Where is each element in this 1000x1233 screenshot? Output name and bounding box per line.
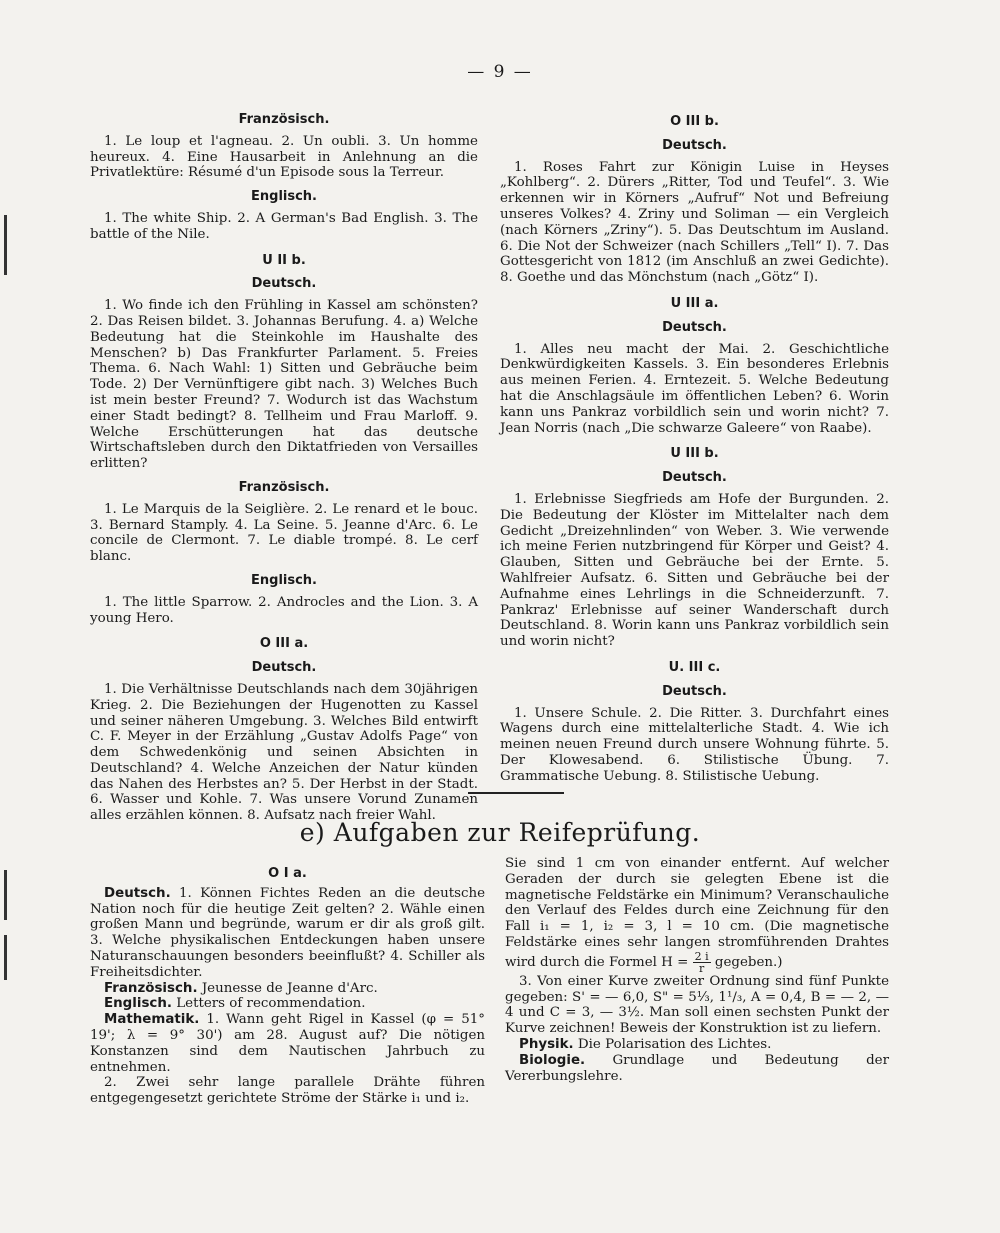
subject-text: 1. Wann geht Rigel in Kassel (φ = 51° 19'; λ = 9° 30') am 28. August auf? Die nötigen Konstanzen sind dem Nautischen Jahrbuch zu entnehmen. [90,1012,485,1075]
paragraph: 1. The white Ship. 2. A German's Bad English. 3. The battle of the Nile. [90,210,478,242]
subject-heading: Französisch. [238,112,330,127]
paragraph: 1. Unsere Schule. 2. Die Ritter. 3. Durchfahrt eines Wagens durch eine mittelalterliche Stadt. 4. Wie ich meinen neuen Freund durch unsere Wohnung führte. 5. Der Klowesabend. 6. Stilistische Übung. 7. Grammatische Uebung. 8. Stilistische Uebung. [500,705,889,784]
section-divider [468,792,564,794]
paragraph: 1. Die Verhältnisse Deutschlands nach dem 30jährigen Krieg. 2. Die Beziehungen der Hugenotten zu Kassel und seiner näheren Umgebung. 3. Welches Bild entwirft C. F. Meyer in der Erzählung „Gustav Adolfs Page“ von dem Schwedenkönig und seinen Absichten in Deutschland? 4. Welche Anzeichen der Natur künden das Nahen des Herbstes an? 5. Der Herbst in der Stadt. 6. Wasser und Kohle. 7. Was unsere Vorund Zunamen alles erzählen können. 8. Aufsatz nach freier Wahl. [90,681,478,824]
paragraph [90,1012,485,1075]
subject-heading: Französisch. [238,479,330,495]
paragraph: 1. Wo finde ich den Frühling in Kassel am schönsten? 2. Das Reisen bildet. 3. Johannas Berufung. 4. a) Welche Bedeutung hat die Steinkohle im Haushalte des Menschen? b) Das Frankfurter Parlament. 5. Freies Thema. 6. Nach Wahl: 1) Sitten und Gebräuche beim Tode. 2) Der Vernünftigere gibt nach. 3) Welches Buch ist mein bester Freund? 7. Wodurch ist das Wachstum einer Stadt bedingt? 8. Tellheim und Frau Marloff. 9. Welche Erschütterungen hat das deutsche Wirtschaftsleben durch den Diktatfrieden von Versailles erlitten? [90,298,478,472]
paragraph-text: gegeben.) [714,954,783,970]
paragraph [90,886,485,981]
section-title: e) Aufgaben zur Reifeprüfung. [299,818,701,847]
subject-text: Grundlage und Bedeutung der Vererbungslehre. [505,1052,889,1084]
left-top-column [90,104,478,824]
paragraph [505,856,889,974]
subject-heading: Deutsch. [662,137,727,153]
page-number: — 9 — [467,62,533,82]
subject-text: Die Polarisation des Lichtes. [577,1036,772,1052]
class-heading: U. III c. [668,659,721,675]
subject-label: Physik. [519,1036,574,1052]
class-heading: U III a. [670,295,719,311]
subject-heading: Deutsch. [251,660,317,676]
subject-heading: Deutsch. [662,470,727,486]
right-bottom-column [505,856,889,1084]
subject-text: Jeunesse de Jeanne d'Arc. [201,980,378,996]
subject-heading: Deutsch. [251,276,317,292]
subject-label: Französisch. [104,980,198,996]
subject-label: Biologie. [519,1052,586,1068]
paragraph: 1. Erlebnisse Siegfrieds am Hofe der Burgunden. 2. Die Bedeutung der Klöster im Mittelalter nach dem Gedicht „Dreizehnlinden“ von Weber. 3. Wie verwende ich meine Ferien nutzbringend für Körper und Geist? 4. Glauben, Sitten und Gebräuche bei der Ernte. 5. Wahlfreier Aufsatz. 6. Sitten und Gebräuche bei der Aufnahme eines Lehrlings in die Schneiderzunft. 7. Pankraz' Erlebnisse auf seiner Wanderschaft durch Deutschland. 8. Worin kann uns Pankraz vorbildlich sein und worin nicht? [500,491,889,650]
class-heading: U III b. [670,446,719,462]
paragraph [505,1053,889,1085]
paragraph: 1. Le loup et l'agneau. 2. Un oubli. 3. Un homme heureux. 4. Eine Hausarbeit in Anlehnung an die Privatlektüre: Résumé d'un Episode sous la Terreur. [90,133,478,181]
subject-heading: Deutsch. [662,683,727,699]
left-bottom-column [90,856,485,1107]
class-heading: O III b. [670,114,719,129]
paragraph: 1. Roses Fahrt zur Königin Luise in Heyses „Kohlberg“. 2. Dürers „Ritter, Tod und Teufel“. 3. Wie erkennen wir in Körners „Aufruf“ Not und Befreiung unseres Volkes? 4. Zriny und Soliman — ein Vergleich (nach Körners „Zriny“). 5. Das Deutschtum im Ausland. 6. Die Not der Schweizer (nach Schillers „Tell“ I). 7. Das Gottesgericht von 1812 (im Anschluß an zwei Gedichte). 8. Goethe und das Mönchstum (nach „Götz“ I). [500,159,889,286]
subject-label: Deutsch. [104,885,171,901]
class-heading: O I a. [268,866,307,881]
paragraph: 1. Alles neu macht der Mai. 2. Geschichtliche Denkwürdigkeiten Kassels. 3. Ein besonderes Erlebnis aus meinen Ferien. 4. Erntezeit. 5. Welche Bedeutung hat die Anschlagsäule im öffentlichen Leben? 6. Worin kann uns Pankraz vorbildlich sein und worin nicht? 7. Jean Norris (nach „Die schwarze Galeere“ von Raabe). [500,341,889,436]
class-heading: O III a. [259,636,309,652]
fraction-numerator: 2 i [694,949,709,963]
subject-text: Letters of recommendation. [176,996,366,1012]
class-heading: U II b. [262,252,306,268]
right-top-column [500,104,889,784]
subject-label: Mathematik. [104,1012,200,1028]
margin-mark [4,215,7,275]
paragraph [90,981,485,997]
paragraph: 3. Von einer Kurve zweiter Ordnung sind fünf Punkte gegeben: S' = — 6,0, S" = 5⅓, 1¹/₃, A = 0,4, B = — 2, — 4 und C = 3, — 3½. Man soll einen sechsten Punkt der Kurve zeichnen! Beweis der Konstruktion ist zu liefern. [505,973,889,1037]
subject-heading: Englisch. [251,572,317,588]
subject-heading: Englisch. [251,189,317,205]
formula-fraction [693,951,711,974]
paragraph: 2. Zwei sehr lange parallele Drähte führen entgegengesetzt gerichtete Ströme der Stärke i₁ und i₂. [90,1075,485,1107]
margin-mark [4,935,7,980]
margin-mark [4,870,7,920]
paragraph [90,996,485,1012]
paragraph-text: Sie sind 1 cm von einander entfernt. Auf welcher Geraden der durch sie gelegten Ebene ist die magnetische Feldstärke ein Minimum? Veranschauliche den Verlauf des Feldes durch eine Zeichnung für den Fall i₁ = 1, i₂ = 3, l = 10 cm. (Die magnetische Feldstärke eines sehr langen stromführenden Drahtes wird durch die Formel H = [505,856,889,970]
paragraph: 1. The little Sparrow. 2. Androcles and the Lion. 3. A young Hero. [90,594,478,626]
paragraph [505,1037,889,1053]
paragraph: 1. Le Marquis de la Seiglière. 2. Le renard et le bouc. 3. Bernard Stamply. 4. La Seine. 5. Jeanne d'Arc. 6. Le concile de Clermont. 7. Le diable trompé. 8. Le cerf blanc. [90,501,478,565]
subject-text: 1. Können Fichtes Reden an die deutsche Nation noch für die heutige Zeit gelten? 2. Wähle einen großen Mann und begründe, warum er dir als groß gilt. 3. Welche physikalischen Entdeckungen haben unsere Naturanschauungen besonders beeinflußt? 4. Schiller als Freiheitsdichter. [90,885,485,980]
subject-heading: Deutsch. [662,319,727,335]
subject-label: Englisch. [104,996,172,1012]
fraction-denominator: r [698,961,705,975]
